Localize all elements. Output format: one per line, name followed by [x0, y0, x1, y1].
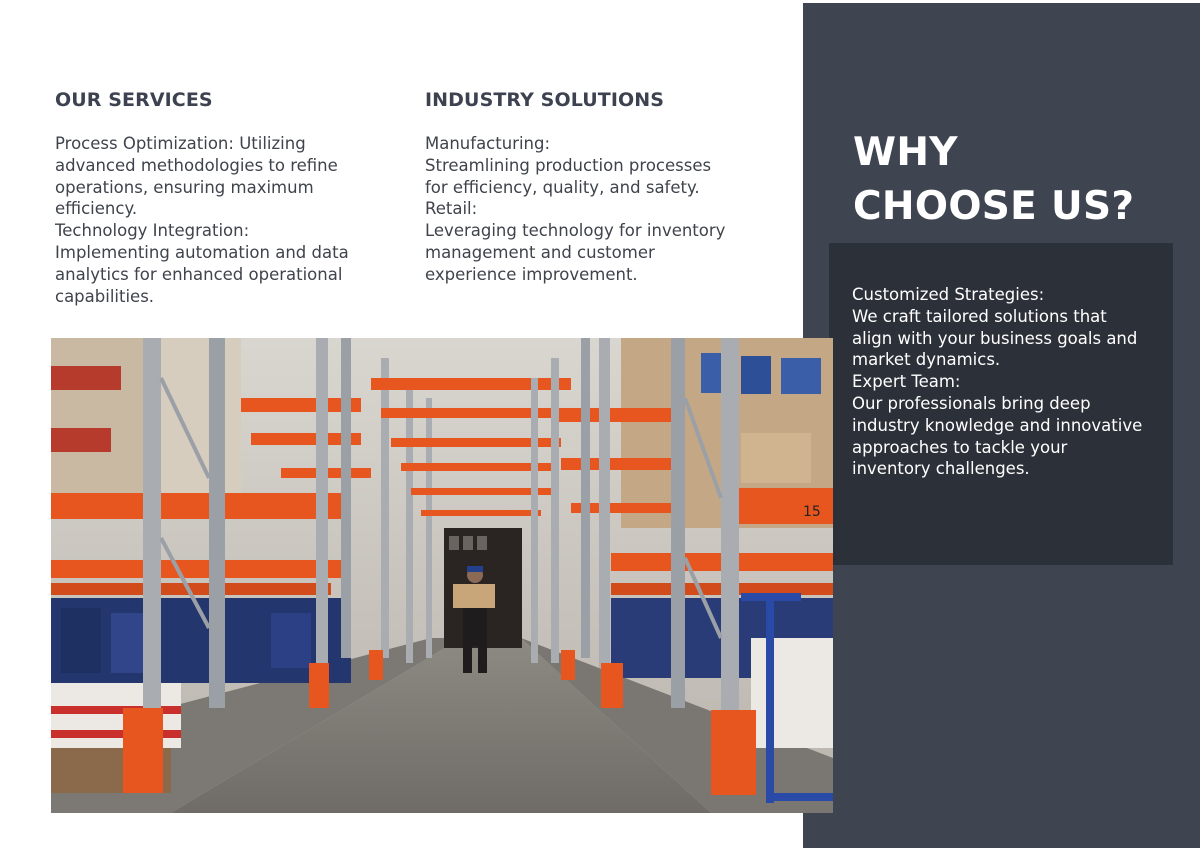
why-text-line: align with your business goals and — [852, 328, 1138, 348]
services-text-line: Process Optimization: Utilizing — [55, 134, 306, 153]
rack-number-label: 15 — [803, 504, 821, 520]
services-text-line: analytics for enhanced operational — [55, 264, 343, 284]
industry-text-line: Streamlining production processes — [425, 155, 712, 175]
industry-text-line: for efficiency, quality, and safety. — [425, 177, 700, 197]
services-text-line: capabilities. — [55, 286, 155, 306]
why-text-line: Our professionals bring deep — [852, 393, 1091, 413]
industry-text-line: experience improvement. — [425, 264, 638, 284]
why-title-line-2: CHOOSE US? — [853, 184, 1135, 229]
why-choose-us-list — [852, 284, 1172, 480]
services-text-line: operations, ensuring maximum — [55, 177, 314, 197]
why-text-line: Customized Strategies: — [852, 285, 1045, 304]
why-title-line-1: WHY — [853, 130, 958, 175]
industry-text-line: Leveraging technology for inventory — [425, 221, 726, 241]
industry-text-line: management and customer — [425, 242, 655, 262]
warehouse-photo — [51, 338, 833, 813]
why-text-line: Expert Team: — [852, 372, 961, 392]
services-text-line: efficiency. — [55, 199, 138, 219]
why-text-line: inventory challenges. — [852, 459, 1030, 479]
our-services-heading: OUR SERVICES — [55, 89, 213, 111]
industry-text-line: Retail: — [425, 199, 478, 219]
why-text-line: approaches to tackle your — [852, 437, 1068, 457]
our-services-section — [55, 89, 385, 307]
services-text-line: Technology Integration: — [55, 221, 250, 241]
why-text-line: industry knowledge and innovative — [852, 415, 1143, 435]
services-text-line: advanced methodologies to refine — [55, 155, 338, 175]
industry-solutions-heading: INDUSTRY SOLUTIONS — [425, 89, 665, 111]
services-text-line: Implementing automation and data — [55, 242, 349, 262]
industry-solutions-section — [425, 89, 765, 286]
why-text-line: We craft tailored solutions that — [852, 306, 1107, 326]
why-text-line: market dynamics. — [852, 350, 1001, 370]
industry-text-line: Manufacturing: — [425, 134, 551, 153]
why-choose-us-title — [853, 126, 1134, 234]
